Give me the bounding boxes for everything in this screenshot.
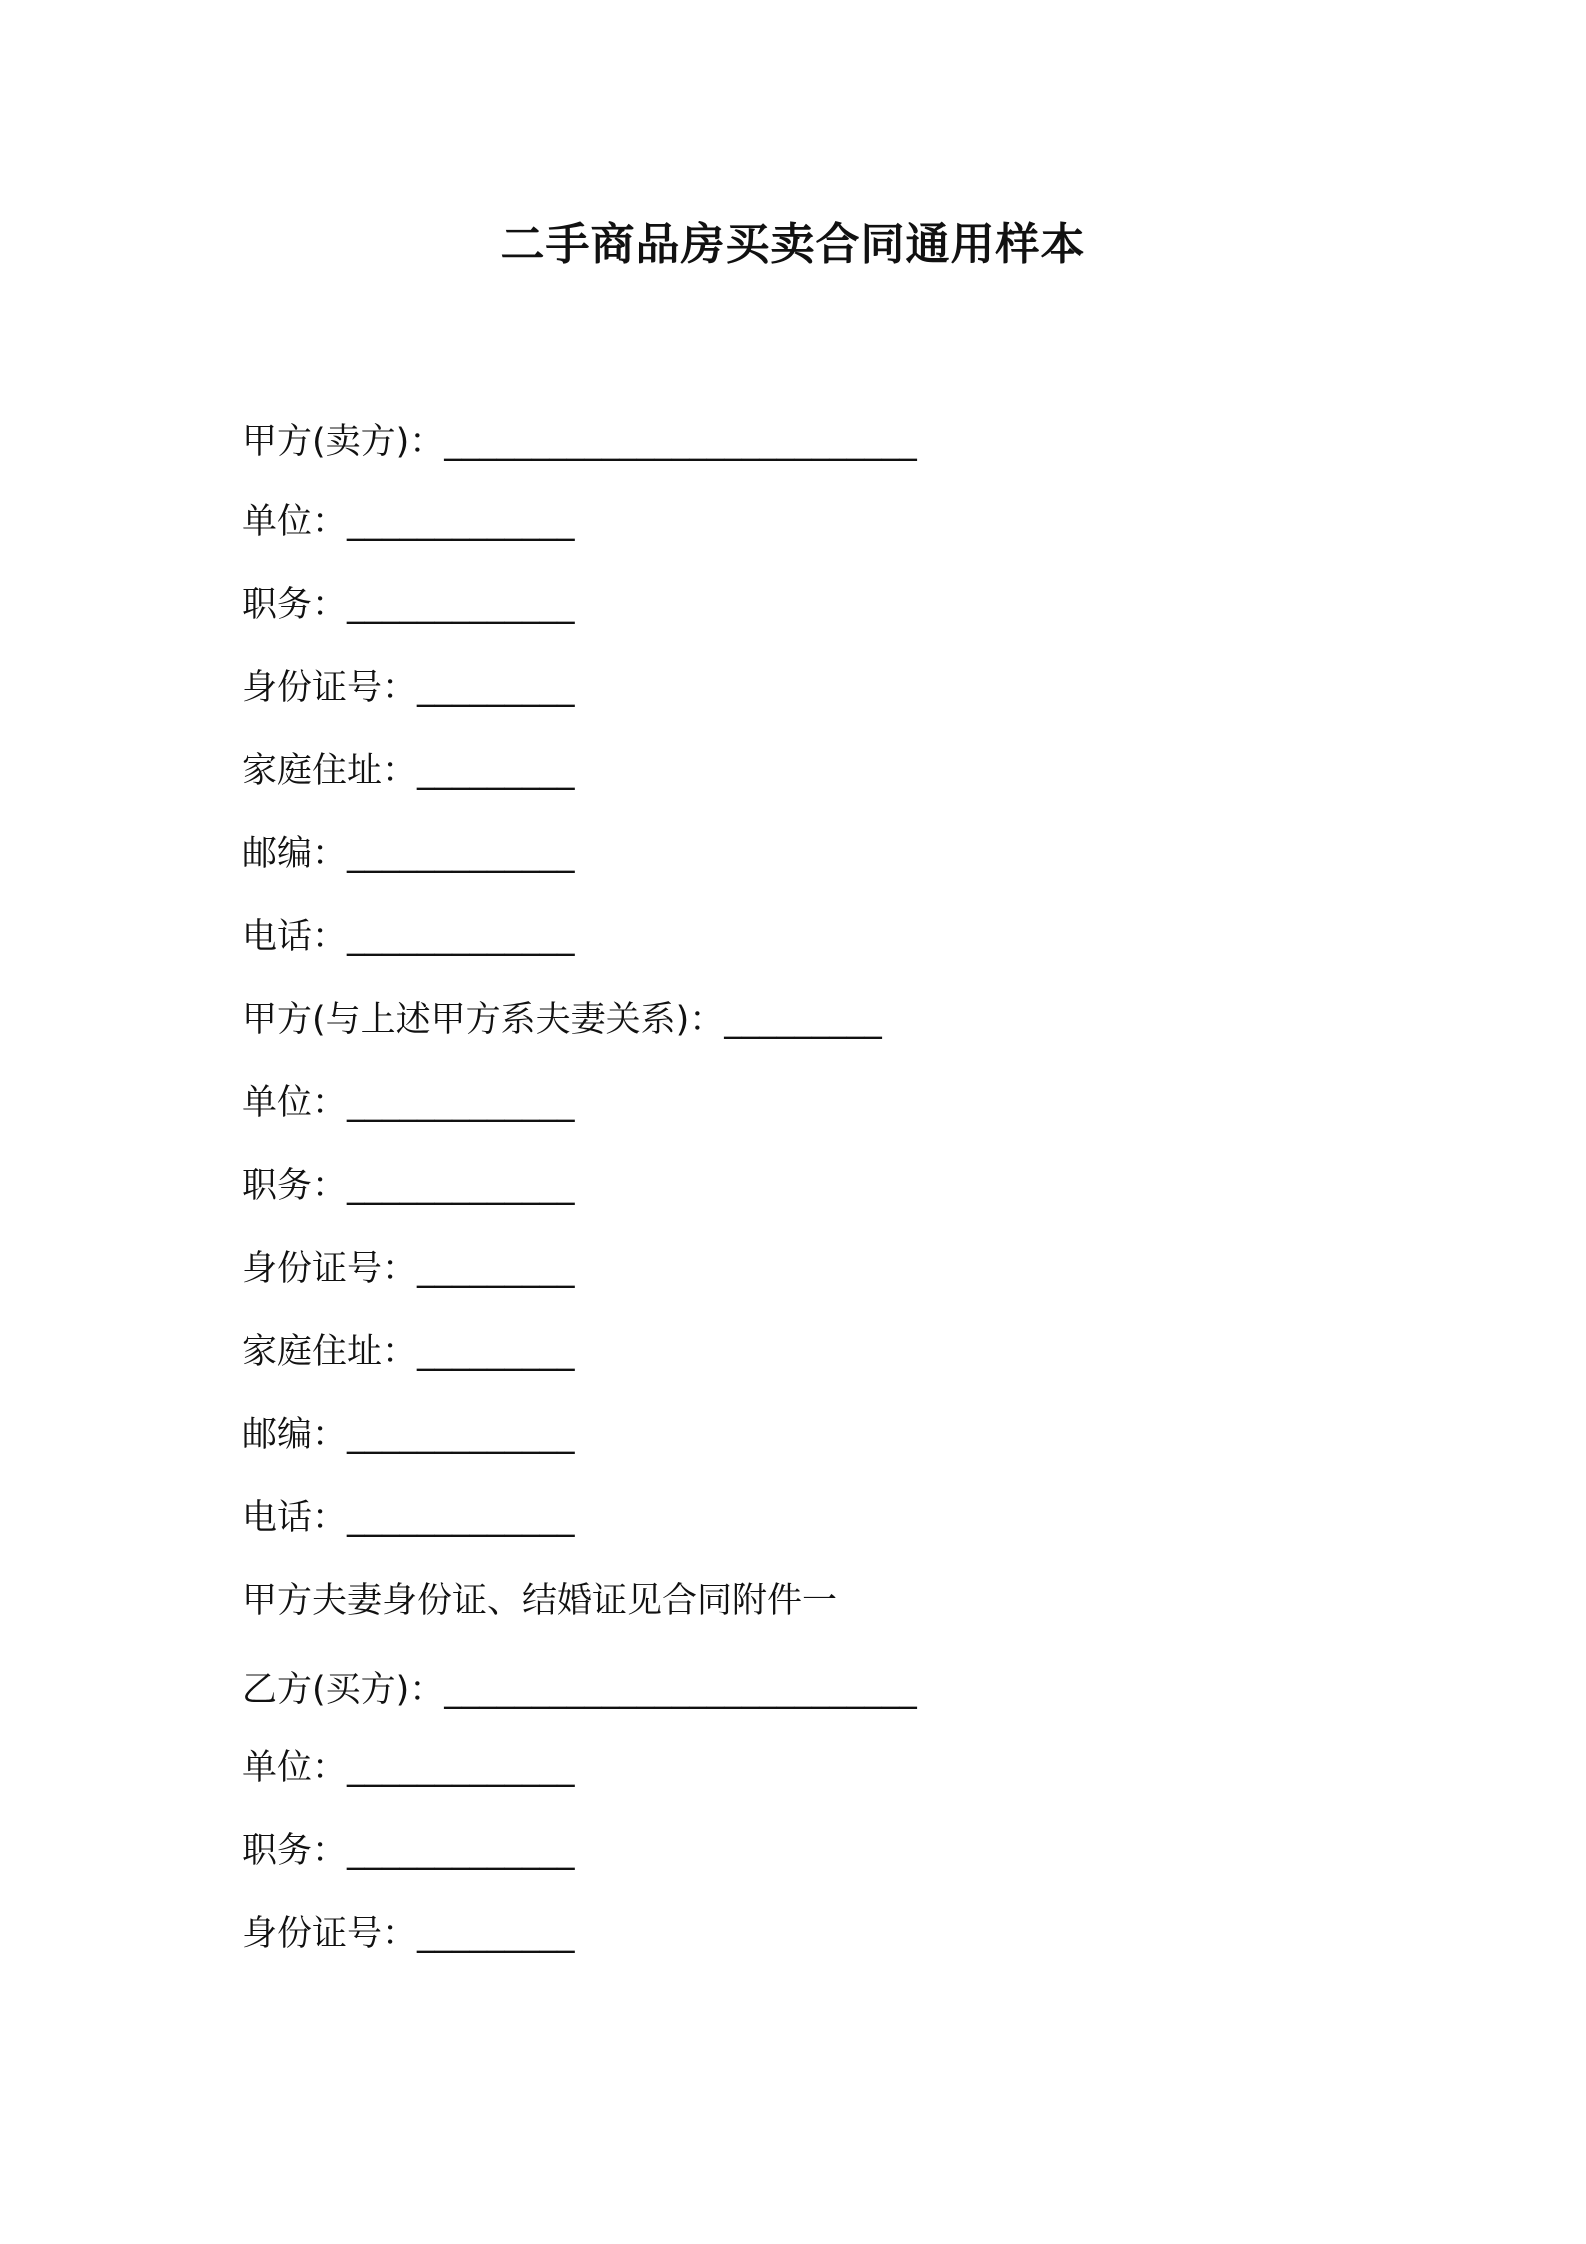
seller-position-field: 职务：_____________ [242, 585, 575, 625]
document-title: 二手商品房买卖合同通用样本 [500, 219, 1086, 270]
seller-spouse-phone-field: 电话：_____________ [242, 1498, 575, 1538]
seller-spouse-id-number-field: 身份证号：_________ [242, 1249, 575, 1289]
seller-phone-field: 电话：_____________ [242, 917, 575, 957]
seller-spouse-postcode-field: 邮编：_____________ [242, 1415, 575, 1455]
seller-home-address-field: 家庭住址：_________ [242, 751, 575, 791]
seller-id-number-field: 身份证号：_________ [242, 668, 575, 708]
seller-spouse-position-field: 职务：_____________ [242, 1166, 575, 1206]
buyer-position-field: 职务：_____________ [242, 1831, 575, 1871]
seller-name-field: 甲方(卖方)：___________________________ [242, 422, 917, 462]
buyer-employer-field: 单位：_____________ [242, 1748, 575, 1788]
seller-spouse-employer-field: 单位：_____________ [242, 1083, 575, 1123]
seller-postcode-field: 邮编：_____________ [242, 834, 575, 874]
attachment-note: 甲方夫妻身份证、结婚证见合同附件一 [242, 1581, 838, 1621]
seller-spouse-home-address-field: 家庭住址：_________ [242, 1332, 575, 1372]
buyer-name-field: 乙方(买方)：___________________________ [242, 1670, 917, 1710]
seller-employer-field: 单位：_____________ [242, 502, 575, 542]
seller-spouse-name-field: 甲方(与上述甲方系夫妻关系)：_________ [242, 1000, 882, 1040]
buyer-id-number-field: 身份证号：_________ [242, 1914, 575, 1954]
